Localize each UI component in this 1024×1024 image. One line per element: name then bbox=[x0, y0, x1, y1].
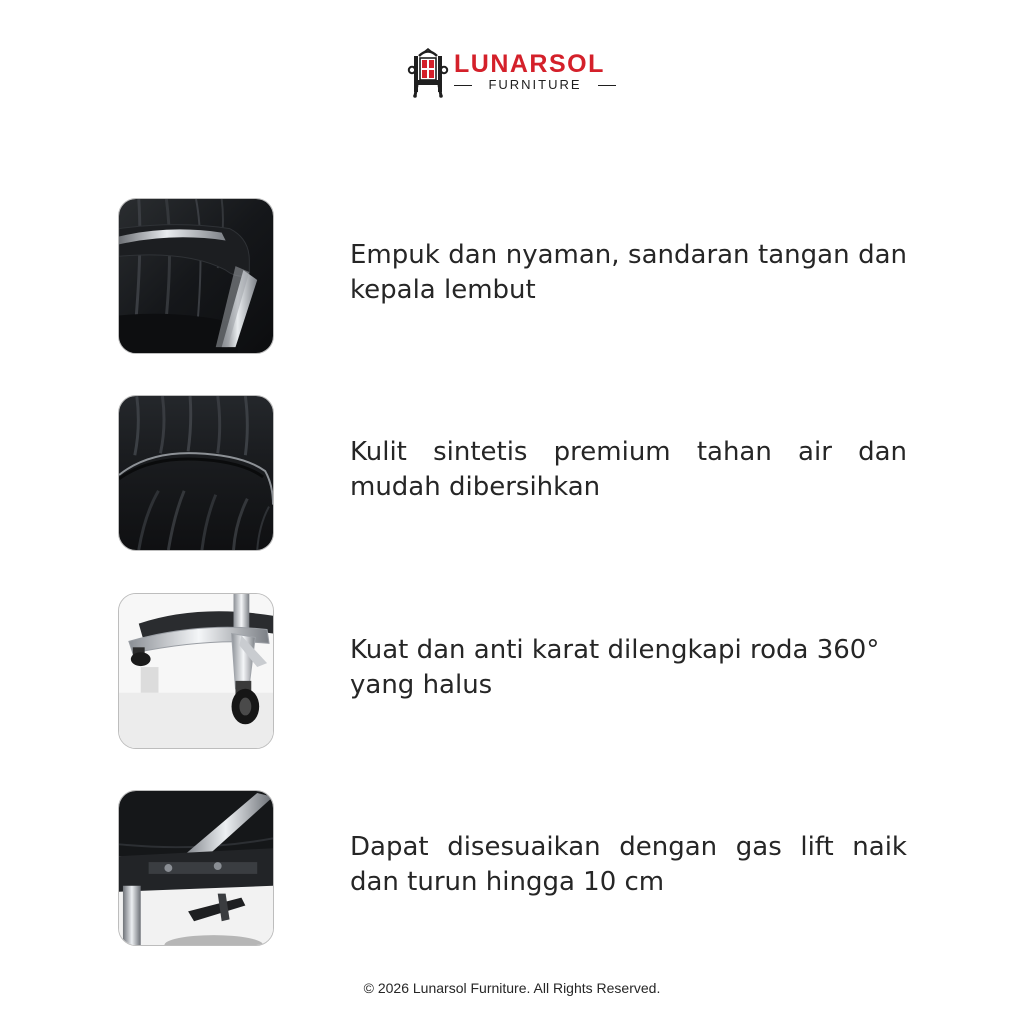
gas-lift-mechanism-photo bbox=[118, 790, 274, 946]
leather-upholstery-photo bbox=[118, 395, 274, 551]
feature-item-gas-lift bbox=[118, 790, 908, 948]
feature-description: Dapat disesuaikan dengan gas lift naik dan turun hingga 10 cm bbox=[350, 832, 907, 897]
feature-item-base-caster bbox=[118, 593, 908, 751]
divider-line-right bbox=[598, 85, 616, 86]
padded-armrest-photo bbox=[118, 198, 274, 354]
feature-description: Kuat dan anti karat dilengkapi roda 360° yang halus bbox=[350, 635, 880, 700]
brand-subtitle-row bbox=[454, 77, 616, 93]
brand-logo bbox=[407, 46, 619, 100]
copyright-notice: © 2026 Lunarsol Furniture. All Rights Reserved. bbox=[363, 980, 661, 996]
brand-subtitle: FURNITURE bbox=[488, 77, 582, 92]
throne-chair-icon bbox=[407, 48, 449, 98]
feature-item-leather bbox=[118, 395, 908, 553]
brand-name: LUNARSOL bbox=[454, 50, 605, 78]
feature-description: Kulit sintetis premium tahan air dan mudah dibersihkan bbox=[350, 437, 907, 502]
feature-item-armrest bbox=[118, 198, 908, 356]
divider-line-left bbox=[454, 85, 472, 86]
chrome-base-caster-photo bbox=[118, 593, 274, 749]
feature-description: Empuk dan nyaman, sandaran tangan dan kepala lembut bbox=[350, 240, 907, 305]
